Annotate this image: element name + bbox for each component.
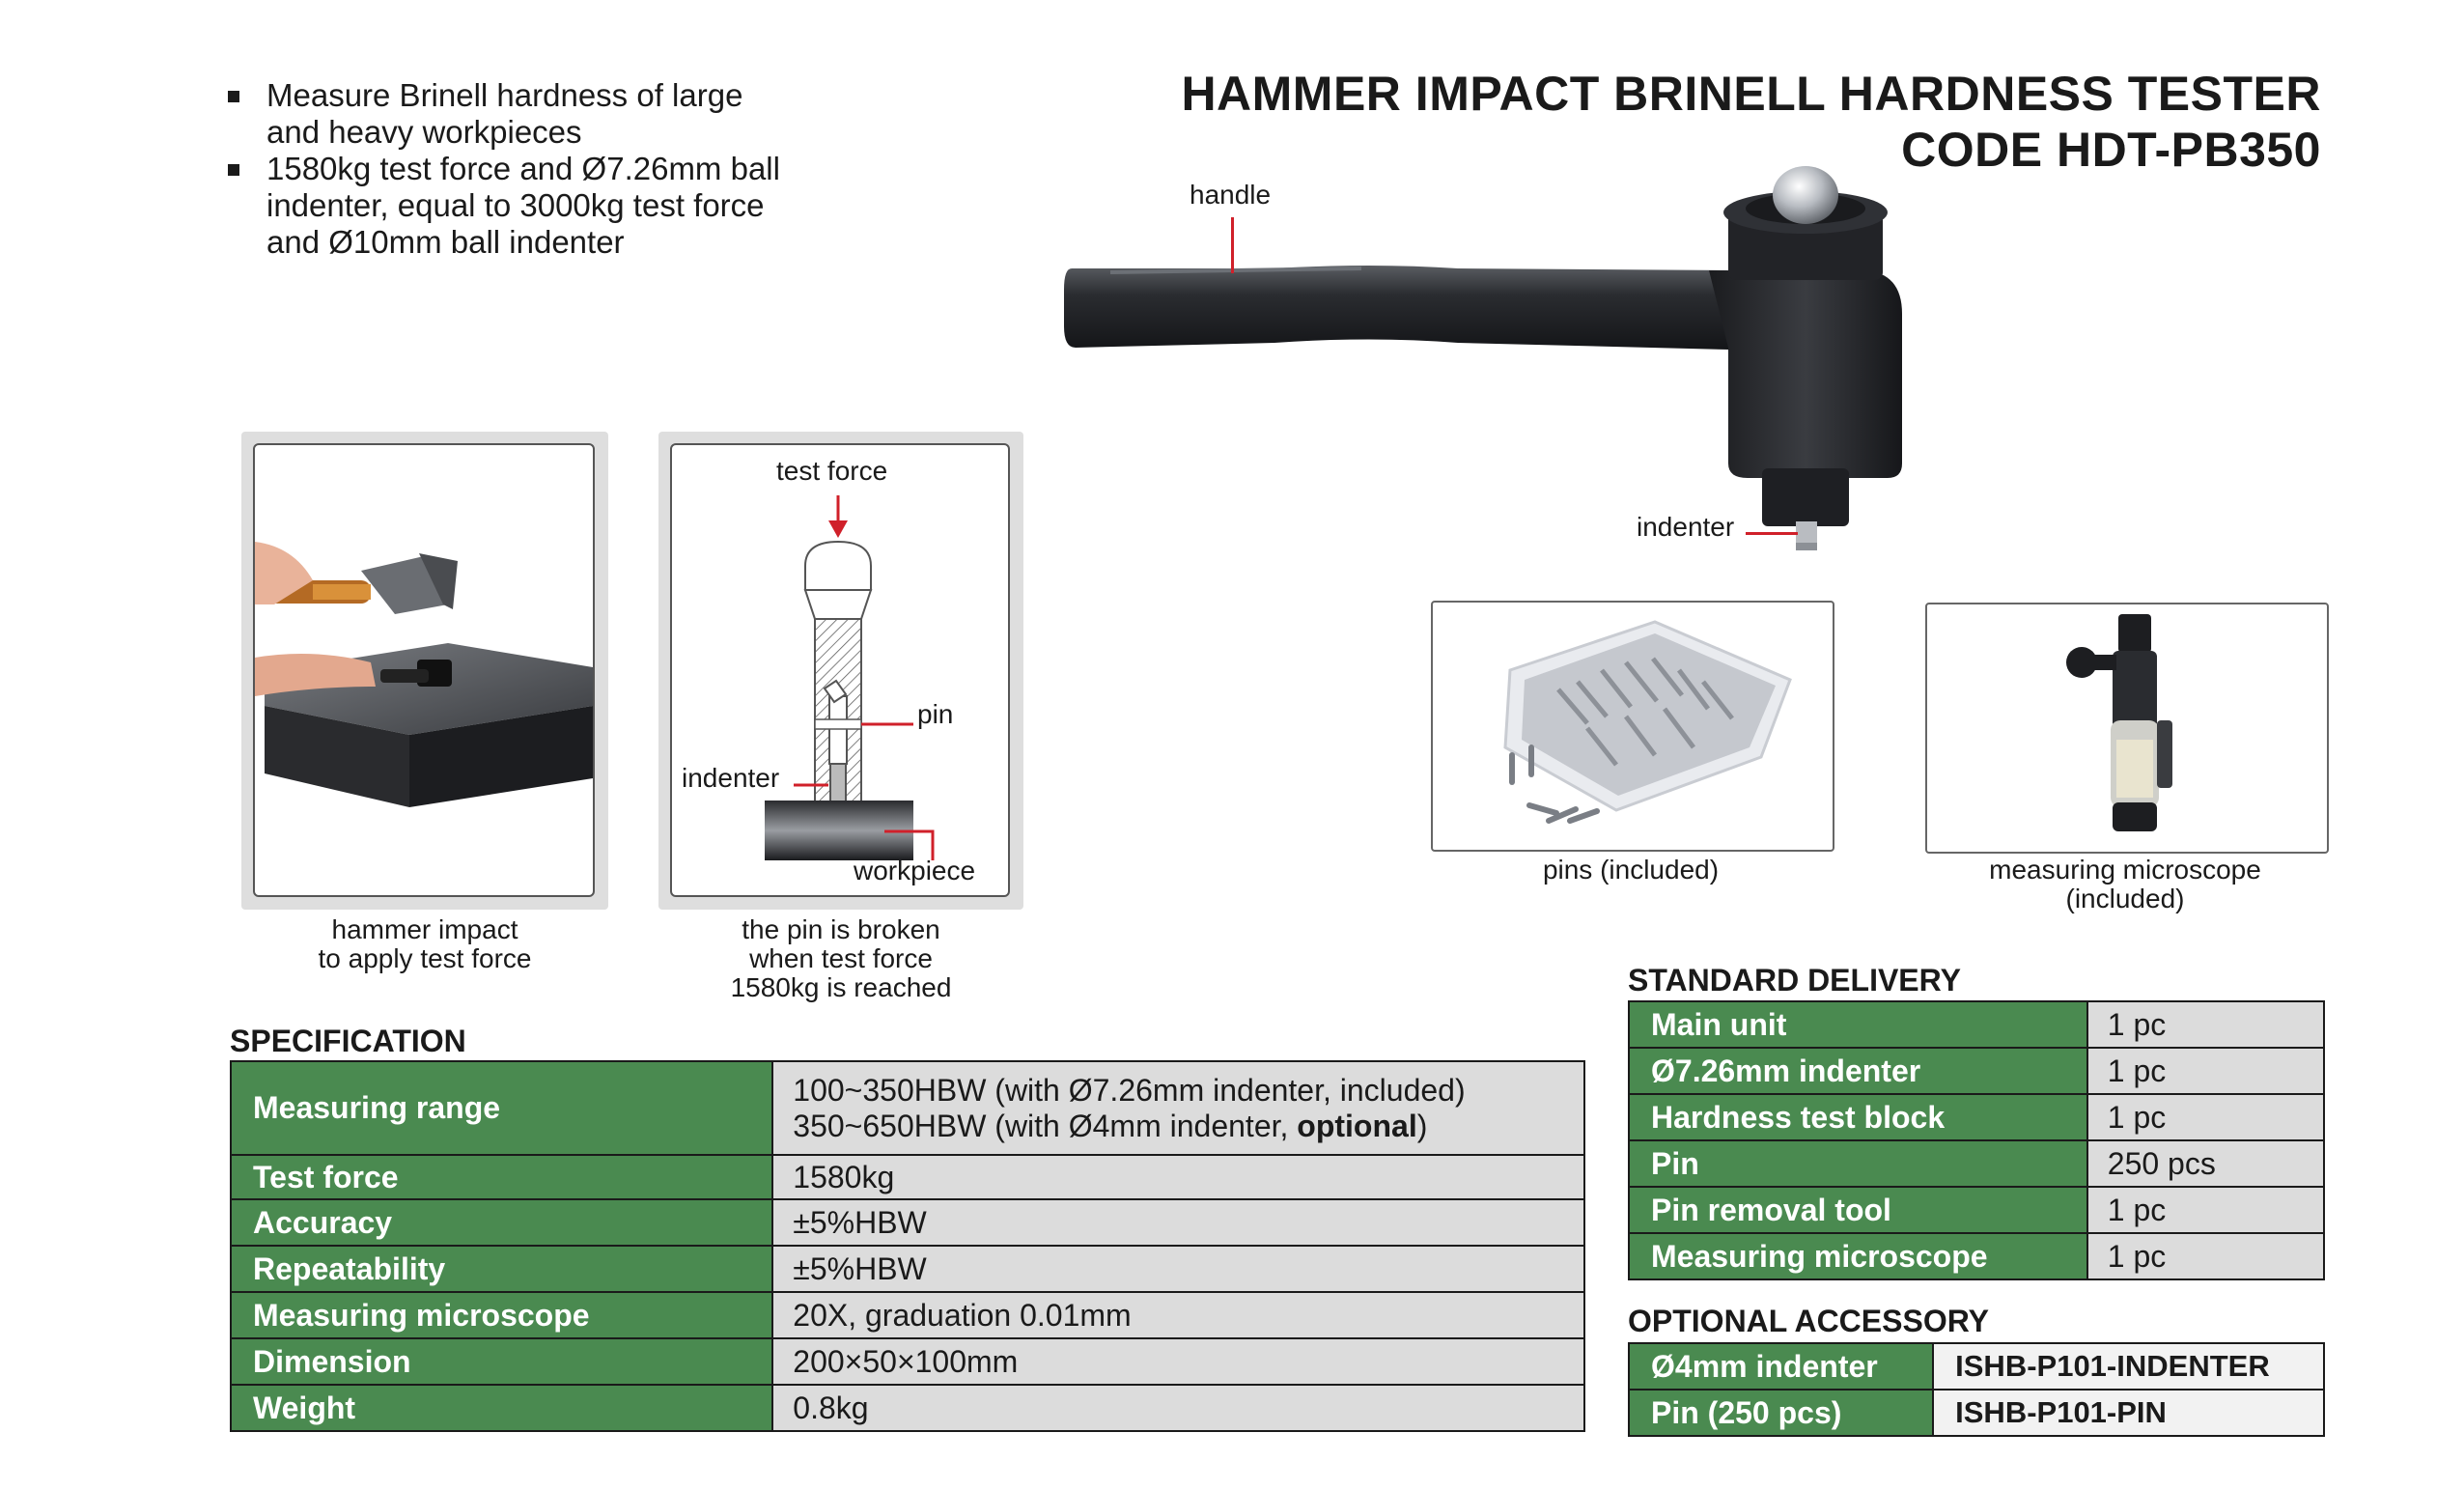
feature-item: Measure Brinell hardness of large and heavy workpieces xyxy=(228,77,846,151)
pins-image-frame xyxy=(1431,601,1834,852)
table-row: Measuring microscope 1 pc xyxy=(1629,1233,2324,1279)
microscope-image-frame xyxy=(1925,603,2329,854)
bullet-square-icon xyxy=(228,164,239,176)
table-row: Accuracy ±5%HBW xyxy=(231,1199,1584,1246)
title-line-1: HAMMER IMPACT BRINELL HARDNESS TESTER xyxy=(1181,67,2321,121)
table-row: Ø7.26mm indenter 1 pc xyxy=(1629,1048,2324,1094)
hammer-impact-frame xyxy=(241,432,608,910)
pin-diagram-caption: the pin is broken when test force 1580kg is reached xyxy=(730,914,952,1002)
table-row: Measuring microscope 20X, graduation 0.01mm xyxy=(231,1292,1584,1338)
pins-box-image xyxy=(1433,603,1833,850)
title-line-2: CODE HDT-PB350 xyxy=(1901,123,2321,177)
pins-caption: pins (included) xyxy=(1542,855,1720,885)
specification-heading: SPECIFICATION xyxy=(230,1024,466,1058)
hammer-impact-illustration xyxy=(255,445,593,895)
optional-accessory-heading: OPTIONAL ACCESSORY xyxy=(1628,1304,1989,1338)
pin-label: pin xyxy=(917,699,954,729)
indenter-diagram-label: indenter xyxy=(682,763,780,793)
table-row: Pin 250 pcs xyxy=(1629,1140,2324,1187)
indenter-label: indenter xyxy=(1637,512,1735,542)
handle-label: handle xyxy=(1190,180,1272,210)
hardness-tester-image xyxy=(1052,145,1921,560)
pin-mechanism-diagram xyxy=(672,445,1008,895)
table-row: Hardness test block 1 pc xyxy=(1629,1094,2324,1140)
standard-delivery-heading: STANDARD DELIVERY xyxy=(1628,963,1961,997)
table-row: Dimension 200×50×100mm xyxy=(231,1338,1584,1385)
table-row: Weight 0.8kg xyxy=(231,1385,1584,1431)
bullet-square-icon xyxy=(228,91,239,102)
microscope-caption: measuring microscope (included) xyxy=(1989,855,2261,913)
specification-table xyxy=(230,1060,1585,1432)
table-row: Main unit 1 pc xyxy=(1629,1001,2324,1048)
standard-delivery-table xyxy=(1628,1000,2325,1280)
table-row: Pin (250 pcs) ISHB-P101-PIN xyxy=(1629,1390,2324,1436)
feature-item: 1580kg test force and Ø7.26mm ball indenter, equal to 3000kg test force and Ø10mm ball indenter xyxy=(228,151,846,261)
handle-leader-line xyxy=(1231,217,1234,273)
table-row: Ø4mm indenter ISHB-P101-INDENTER xyxy=(1629,1343,2324,1390)
test-force-label: test force xyxy=(776,456,888,486)
table-row: Measuring range 100~350HBW (with Ø7.26mm indenter, included) 350~650HBW (with Ø4mm indenter, optional) xyxy=(231,1061,1584,1155)
workpiece-label: workpiece xyxy=(854,856,976,885)
pin-diagram-frame xyxy=(658,432,1023,910)
optional-accessory-table xyxy=(1628,1342,2325,1437)
table-row: Repeatability ±5%HBW xyxy=(231,1246,1584,1292)
microscope-image xyxy=(1927,604,2327,852)
table-row: Pin removal tool 1 pc xyxy=(1629,1187,2324,1233)
indenter-leader-line xyxy=(1746,532,1798,535)
table-row: Test force 1580kg xyxy=(231,1155,1584,1199)
feature-list xyxy=(228,77,846,261)
hammer-impact-caption: hammer impact to apply test force xyxy=(318,914,532,973)
